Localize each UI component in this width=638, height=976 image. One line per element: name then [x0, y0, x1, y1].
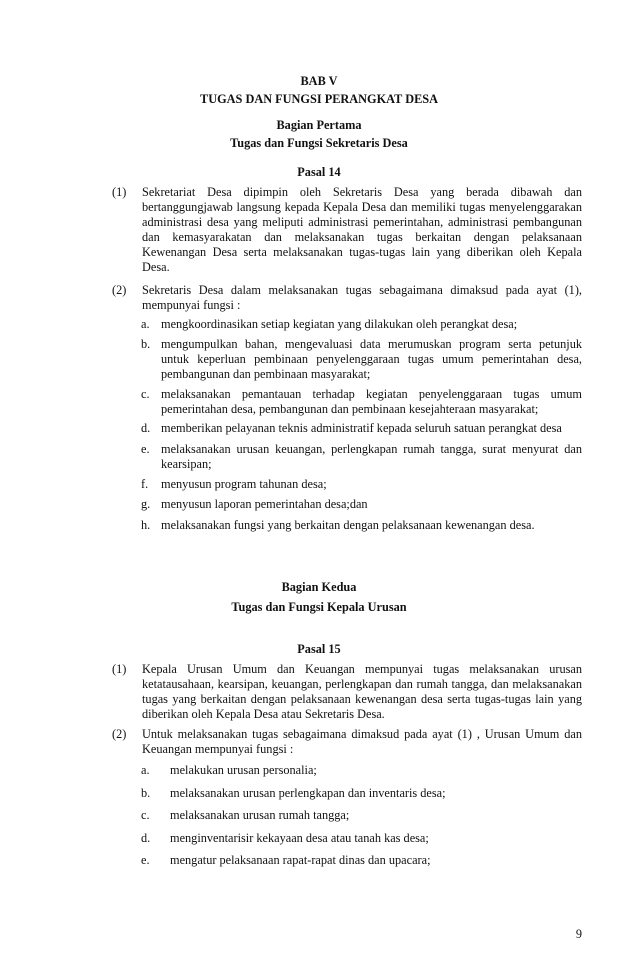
list-item-label: h. — [141, 518, 151, 532]
chapter-title: TUGAS DAN FUNGSI PERANGKAT DESA — [200, 92, 438, 106]
list-item-label: a. — [141, 763, 150, 777]
list-item-label: g. — [141, 497, 151, 511]
list-item-text: mengkoordinasikan setiap kegiatan yang dilakukan oleh perangkat desa; — [161, 317, 518, 331]
part2-label: Bagian Kedua — [281, 580, 357, 594]
list-item-label: a. — [141, 317, 150, 331]
list-item-label: e. — [141, 442, 150, 456]
pasal-15-heading: Pasal 15 — [297, 642, 341, 656]
paragraph-text: Untuk melaksanakan tugas sebagaimana dimaksud pada ayat (1) , Urusan Umum dan Keuangan mempunyai fungsi : — [142, 727, 582, 756]
paragraph-text: Kepala Urusan Umum dan Keuangan mempunyai tugas melaksanakan urusan ketatausahaan, kearsipan, keuangan, perlengkapan dan rumah tangga, dan melaksanakan tugas yang berkaitan dengan pelaksanaan kewenangan desa serta tugas-tugas lain yang diberikan oleh Kepala Desa atau Sekretaris Desa. — [142, 662, 582, 721]
list-item-label: c. — [141, 387, 150, 401]
list-item-label: b. — [141, 786, 151, 800]
list-item-text: mengatur pelaksanaan rapat-rapat dinas dan upacara; — [170, 853, 431, 867]
list-item-text: melakukan urusan personalia; — [170, 763, 317, 777]
list-item-label: d. — [141, 421, 151, 435]
pasal-14-heading: Pasal 14 — [297, 165, 341, 179]
page-number: 9 — [575, 927, 582, 941]
paragraph-number: (1) — [112, 185, 127, 199]
list-item-text: menginventarisir kekayaan desa atau tanah kas desa; — [170, 831, 429, 845]
list-item-text: menyusun program tahunan desa; — [161, 477, 327, 491]
list-item-text: melaksanakan urusan rumah tangga; — [170, 808, 350, 822]
paragraph-number: (1) — [112, 662, 127, 676]
paragraph-number: (2) — [112, 283, 127, 297]
list-item-text: melaksanakan fungsi yang berkaitan dengan pelaksanaan kewenangan desa. — [161, 518, 535, 532]
chapter-label: BAB V — [300, 74, 338, 88]
paragraph-text: Sekretaris Desa dalam melaksanakan tugas sebagaimana dimaksud pada ayat (1), mempunyai fungsi : — [142, 283, 582, 312]
list-item-text: mengumpulkan bahan, mengevaluasi data merumuskan program serta petunjuk untuk keperluan pembinaan penyelenggaraan tugas umum pemerintahan desa, pembangunan dan pembinaan masyarakat; — [161, 337, 582, 381]
list-item-text: melaksanakan urusan keuangan, perlengkapan rumah tangga, surat menyurat dan kearsipan; — [161, 442, 582, 471]
list-item-label: f. — [141, 477, 149, 491]
paragraph-text: Sekretariat Desa dipimpin oleh Sekretaris Desa yang berada dibawah dan bertanggungjawab langsung kepada Kepala Desa dan memiliki tugas menyelenggarakan administrasi desa yang meliputi administrasi pemerintahan, administrasi pembangunan dan kemasyarakatan dan melaksanakan tugas berkaitan dengan pelaksanaan Kewenangan Desa serta melaksanakan tugas-tugas lain yang diberikan oleh Kepala Desa. — [142, 185, 582, 274]
list-item-label: b. — [141, 337, 151, 351]
part2-title: Tugas dan Fungsi Kepala Urusan — [231, 600, 407, 614]
list-item-label: d. — [141, 831, 151, 845]
list-item-text: memberikan pelayanan teknis administratif kepada seluruh satuan perangkat desa — [161, 421, 562, 435]
paragraph-number: (2) — [112, 727, 127, 741]
part1-label: Bagian Pertama — [276, 118, 362, 132]
list-item-text: melaksanakan pemantauan terhadap kegiatan penyelenggaraan tugas umum pemerintahan desa, pembangunan dan pembinaan kesejahteraan masyarakat; — [161, 387, 582, 416]
list-item-text: menyusun laporan pemerintahan desa;dan — [161, 497, 368, 511]
list-item-text: melaksanakan urusan perlengkapan dan inventaris desa; — [170, 786, 446, 800]
list-item-label: c. — [141, 808, 150, 822]
list-item-label: e. — [141, 853, 150, 867]
part1-title: Tugas dan Fungsi Sekretaris Desa — [230, 136, 408, 150]
